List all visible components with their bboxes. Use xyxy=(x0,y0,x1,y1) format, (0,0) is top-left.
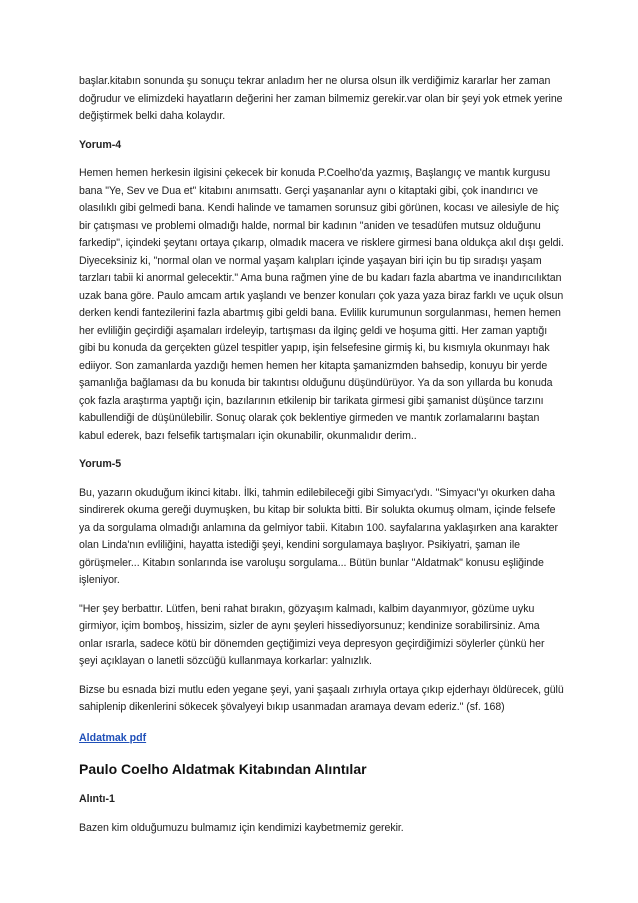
paragraph-quote-1: "Her şey berbattır. Lütfen, beni rahat bırakın, gözyaşım kalmadı, kalbim dayanmıyor, gözüme uyku girmiyor, içim bomboş, hissizim, sizler de aynı şeyleri hissediyorsunuz; kendinize sorabilirsiniz. Ama onlar ısrarla, sadece kötü bir dönemden geçtiğimizi veya depresyon geçirdiğimizi söylerler çünkü her şeyi açıklayan o lanetli sözcüğü kullanmaya korkarlar: yalnızlık. xyxy=(79,602,545,667)
paragraph-yorum-5: Bu, yazarın okuduğum ikinci kitabı. İlki, tahmin edilebileceği gibi Simyacı'ydı. "Simyacı"yı okurken daha sindirerek okuma gereği duymuşken, bu kitap bir solukta bitti. Bir solukta okumuş olmam, içinde felsefe ya da sorgulama olmadığı anlamına da gelmiyor tabii. Kitabın 100. sayfalarına yaklaşırken ana karakter olan Linda'nın evliliğini, hayatta istediği şeyi, kendini sorgulamaya başlıyor. Psikiyatri, şaman ile görüşmeler... Kitabın sonlarında ise varoluşu sorgulama... Bütün bunlar "Aldatmak" konusu eşliğinde işleniyor. xyxy=(79,486,558,586)
heading-yorum-5: Yorum-5 xyxy=(79,458,122,470)
heading-alinti-1: Alıntı-1 xyxy=(79,793,115,805)
paragraph-alinti-1: Bazen kim olduğumuzu bulmamız için kendimizi kaybetmemiz gerekir. xyxy=(79,821,404,834)
section-title-alintilar: Paulo Coelho Aldatmak Kitabından Alıntılar xyxy=(79,761,367,777)
paragraph-quote-2: Bizse bu esnada bizi mutlu eden yegane şeyi, yani şaşaalı zırhıyla ortaya çıkıp ejderhayı öldürecek, gülü sahiplenip dikenlerini sökecek şövalyeyi bıkıp usanmadan aramaya devam ederiz." (sf. 168) xyxy=(79,683,564,713)
aldatmak-pdf-link[interactable]: Aldatmak pdf xyxy=(79,731,147,744)
paragraph-yorum-4: Hemen hemen herkesin ilgisini çekecek bir konuda P.Coelho'da yazmış, Başlangıç ve mantık kurgusu bana "Ye, Sev ve Dua et" kitabını anımsattı. Gerçi yaşananlar aynı o kitaptaki gibi, çok inandırıcı ve olasılıklı gibi gelmedi bana. Kendi halinde ve tamamen sorunsuz gibi görünen, kocası ve ailesiyle de hiç bir çatışması ve problemi olmadığı halde, normal bir kadının "aniden ve tesadüfen mutsuz olduğunu farkedip", içindeki şeytanı ortaya çıkarıp, olmadık macera ve risklere girmesi bana oldukça akıl dışı geldi. Diyeceksiniz ki, "normal olan ve normal yaşam kalıpları içinde yaşayan biri için bu tip sıradışı yaşam tarzları tabii ki anormal gelecektir." Ama buna rağmen yine de bu kadarı fazla abartma ve inandırıcılıktan uzak bana göre. Paulo amcam artık yaşlandı ve benzer konuları çok yaza yaza biraz farklı ve uçuk olsun derken kendi fantezilerini fazla abartmış gibi geldi bana. Evlilik kurumunun sorgulanması, hemen hemen her evliliğin geçirdiği aşamaları irdeleyip, tartışması da ilginç geldi ve hoşuma gitti. Her zaman yaptığı gibi bu konuda da gerçekten güzel tespitler yapıp, işin felsefesine girmiş ki, bu kısmıyla okunmayı hak ediiyor. Son zamanlarda yazdığı hemen hemen her kitapta şamanizmden bahsedip, konuyu bir yerde şamanlığa bağlaması da bu konuda bir takıntısı olduğunu düşündürüyor. Ya da son yıllarda bu konuda çok fazla araştırma yaptığı için, bazılarının etkilenip bir tarikata girmesi gibi şamanist düşünce tarzını kabullendiği de düşünülebilir. Sonuç olarak çok beklentiye girmeden ve mantık zorlamalarını baştan kabul ederek, bazı felsefik tartışmaları için okunabilir, okunmalıdır derim.. xyxy=(79,167,564,442)
paragraph-intro: başlar.kitabın sonunda şu sonuçu tekrar anladım her ne olursa olsun ilk verdiğimiz kararlar her zaman doğrudur ve elimizdeki hayatların değerini her zaman bilmemiz gerekir.var olan bir şeyi yok etmek yerine değiştirmek belki daha kolaydır. xyxy=(79,75,563,122)
heading-yorum-4: Yorum-4 xyxy=(79,138,122,151)
document-page xyxy=(79,73,565,837)
